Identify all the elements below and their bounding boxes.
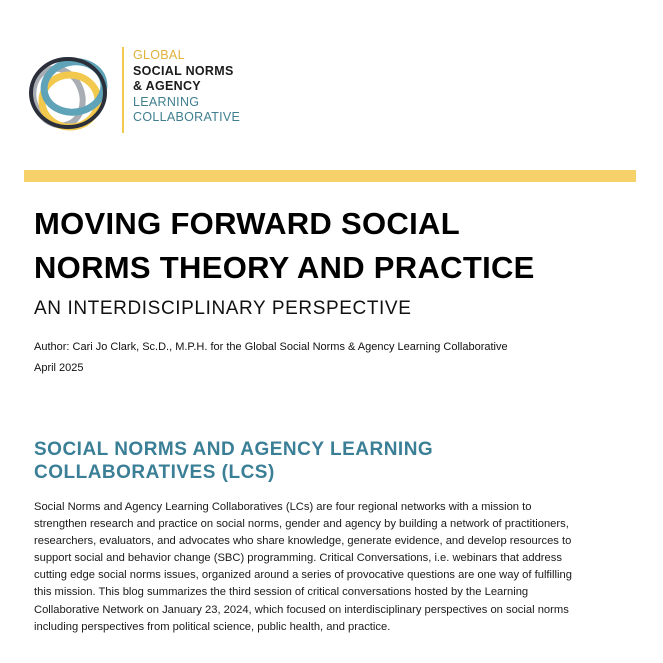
logo-line-collaborative: COLLABORATIVE xyxy=(133,110,241,124)
title-line: NORMS THEORY AND PRACTICE xyxy=(34,250,535,285)
accent-rule xyxy=(24,170,636,182)
body-line: Social Norms and Agency Learning Collaboratives (LCs) are four regional networks with a mission to xyxy=(34,501,532,513)
logo-line-global: GLOBAL xyxy=(133,48,185,62)
logo-line-social-norms: SOCIAL NORMS xyxy=(133,63,234,78)
logo-mark-icon xyxy=(18,45,114,141)
body-paragraph xyxy=(34,499,634,636)
body-line: this mission. This blog summarizes the third session of critical conversations hosted by the Learning xyxy=(34,586,529,599)
page-subtitle: AN INTERDISCIPLINARY PERSPECTIVE xyxy=(34,298,412,319)
body-line: researchers, evaluators, and advocates who share knowledge, generate evidence, and develop resources to xyxy=(34,535,572,548)
logo-wordmark xyxy=(133,48,240,126)
body-line: support social and behavior change (SBC) programming. Critical Conversations, i.e. webinars that address xyxy=(34,552,562,565)
logo-line-learning: LEARNING xyxy=(133,94,200,109)
body-line: strengthen research and practice on social norms, gender and agency by building a network of practitioners, xyxy=(34,518,569,531)
section-heading xyxy=(34,438,594,484)
section-heading-line: COLLABORATIVES (LCS) xyxy=(34,462,275,483)
page-title xyxy=(34,202,644,290)
section-heading-line: SOCIAL NORMS AND AGENCY LEARNING xyxy=(34,439,434,460)
body-line: cutting edge social norms issues, organized around a series of provocative questions are one way of fulfilling xyxy=(34,569,572,582)
title-line: MOVING FORWARD SOCIAL xyxy=(34,206,460,241)
publication-date: April 2025 xyxy=(34,362,84,374)
logo-line-agency: & AGENCY xyxy=(133,79,201,93)
author-line: Author: Cari Jo Clark, Sc.D., M.P.H. for the Global Social Norms & Agency Learning Collaborative xyxy=(34,341,508,353)
body-line: Collaborative Network on January 23, 2024, which focused on interdisciplinary perspectives on social norms xyxy=(34,603,569,616)
logo-divider xyxy=(122,47,124,133)
body-line: including perspectives from political science, public health, and practice. xyxy=(34,620,391,633)
